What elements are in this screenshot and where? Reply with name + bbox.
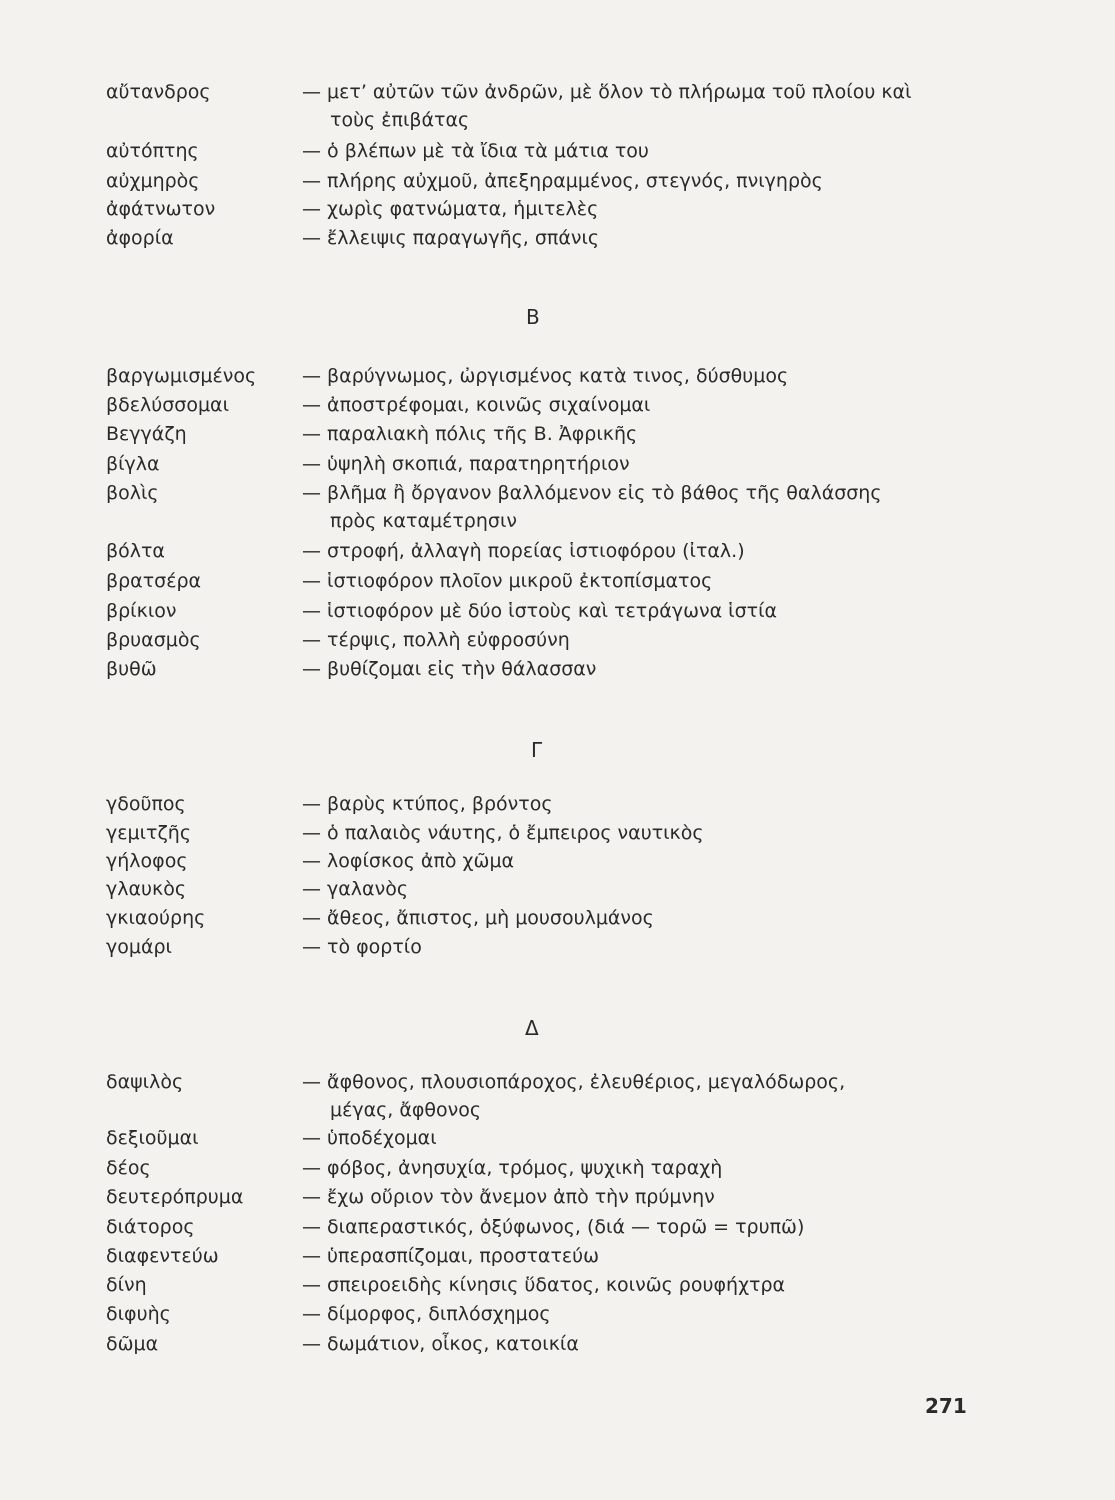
entry-term: δίνη	[106, 1274, 147, 1296]
entry-definition: — στροφή, ἀλλαγὴ πορείας ἱστιοφόρου (ἰταλ.)	[302, 540, 745, 562]
entry-definition: — μετ’ αὐτῶν τῶν ἀνδρῶν, μὲ ὅλον τὸ πλήρωμα τοῦ πλοίου καὶ τοὺς ἐπιβάτας	[302, 81, 912, 131]
entry-term: γήλοφος	[106, 850, 188, 872]
entry-term: βολὶς	[106, 482, 159, 504]
entry-term: δεξιοῦμαι	[106, 1127, 199, 1149]
entry-term: δῶμα	[106, 1333, 159, 1355]
entry-definition: — ἄθεος, ἄπιστος, μὴ μουσουλμάνος	[302, 907, 654, 929]
entry-term: βρίκιον	[106, 600, 177, 622]
entry-definition: — ἔλλειψις παραγωγῆς, σπάνις	[302, 227, 600, 249]
entry-definition: — ἱστιοφόρον μὲ δύο ἱστοὺς καὶ τετράγωνα ἱστία	[302, 600, 778, 622]
entry-term: αὐτόπτης	[106, 140, 199, 162]
entry-definition: — ἀποστρέφομαι, κοινῶς σιχαίνομαι	[302, 394, 651, 416]
entry-term: δαψιλὸς	[106, 1071, 184, 1093]
entry-definition: — βλῆμα ἢ ὄργανον βαλλόμενον εἰς τὸ βάθος τῆς θαλάσσης πρὸς καταμέτρησιν	[302, 482, 882, 532]
entry-term: δέος	[106, 1157, 151, 1179]
entry-definition: — βαρύγνωμος, ὠργισμένος κατὰ τινος, δύσθυμος	[302, 365, 789, 387]
entry-term: γκιαούρης	[106, 907, 206, 929]
entry-definition: — βυθίζομαι εἰς τὴν θάλασσαν	[302, 658, 597, 680]
section-letter: Β	[526, 305, 540, 329]
entry-term: βρατσέρα	[106, 570, 202, 592]
entry-definition: — χωρὶς φατνώματα, ἡμιτελὲς	[302, 198, 599, 220]
entry-term: βρυασμὸς	[106, 629, 201, 651]
entry-definition: — βαρὺς κτύπος, βρόντος	[302, 793, 553, 815]
entry-term: γομάρι	[106, 936, 172, 958]
entry-definition: — φόβος, ἀνησυχία, τρόμος, ψυχικὴ ταραχὴ	[302, 1157, 723, 1179]
entry-definition: — ἔχω οὔριον τὸν ἄνεμον ἀπὸ τὴν πρύμνην	[302, 1186, 715, 1208]
entry-term: Βεγγάζη	[106, 423, 187, 445]
entry-term: βόλτα	[106, 540, 165, 562]
entry-definition: — ἱστιοφόρον πλοῖον μικροῦ ἐκτοπίσματος	[302, 570, 713, 592]
entry-term: διαφεντεύω	[106, 1245, 219, 1267]
entry-definition: — δωμάτιον, οἶκος, κατοικία	[302, 1333, 579, 1355]
entry-term: αὔτανδρος	[106, 81, 211, 103]
entry-term: βδελύσσομαι	[106, 394, 230, 416]
entry-definition: — λοφίσκος ἀπὸ χῶμα	[302, 850, 515, 872]
entry-term: δευτερόπρυμα	[106, 1186, 244, 1208]
entry-definition: — πλήρης αὐχμοῦ, ἀπεξηραμμένος, στεγνός, πνιγηρὸς	[302, 170, 823, 192]
entry-term: βυθῶ	[106, 658, 157, 680]
entry-term: διφυὴς	[106, 1303, 171, 1325]
entry-definition: — ἄφθονος, πλουσιοπάροχος, ἐλευθέριος, μεγαλόδωρος, μέγας, ἄφθονος	[302, 1071, 846, 1121]
entry-term: γεμιτζῆς	[106, 822, 191, 844]
section-letter: Δ	[525, 1016, 539, 1040]
entry-definition: — ὁ βλέπων μὲ τὰ ἴδια τὰ μάτια του	[302, 140, 649, 162]
entry-definition: — σπειροειδὴς κίνησις ὕδατος, κοινῶς ρουφήχτρα	[302, 1274, 786, 1296]
entry-definition: — ὑποδέχομαι	[302, 1127, 437, 1149]
entry-term: ἀφάτνωτον	[106, 198, 216, 220]
entry-term: αὐχμηρὸς	[106, 170, 200, 192]
entry-definition: — γαλανὸς	[302, 878, 408, 900]
entry-definition: — τὸ φορτίο	[302, 936, 422, 958]
page-number: 271	[925, 1394, 967, 1418]
entry-term: ἀφορία	[106, 227, 174, 249]
section-letter: Γ	[531, 738, 543, 762]
entry-definition: — ὑπερασπίζομαι, προστατεύω	[302, 1245, 600, 1267]
entry-term: διάτορος	[106, 1216, 195, 1238]
entry-term: βαργωμισμένος	[106, 365, 257, 387]
entry-definition: — τέρψις, πολλὴ εὐφροσύνη	[302, 629, 570, 651]
entry-definition: — ὁ παλαιὸς νάυτης, ὁ ἔμπειρος ναυτικὸς	[302, 822, 704, 844]
entry-term: βίγλα	[106, 453, 160, 475]
entry-definition: — ὑψηλὴ σκοπιά, παρατηρητήριον	[302, 453, 630, 475]
entry-definition: — παραλιακὴ πόλις τῆς Β. Ἀφρικῆς	[302, 423, 638, 445]
entry-definition: — διαπεραστικός, ὀξύφωνος, (διά — τορῶ = τρυπῶ)	[302, 1216, 805, 1238]
entry-term: γλαυκὸς	[106, 878, 186, 900]
entry-definition: — δίμορφος, διπλόσχημος	[302, 1303, 551, 1325]
entry-term: γδοῦπος	[106, 793, 186, 815]
